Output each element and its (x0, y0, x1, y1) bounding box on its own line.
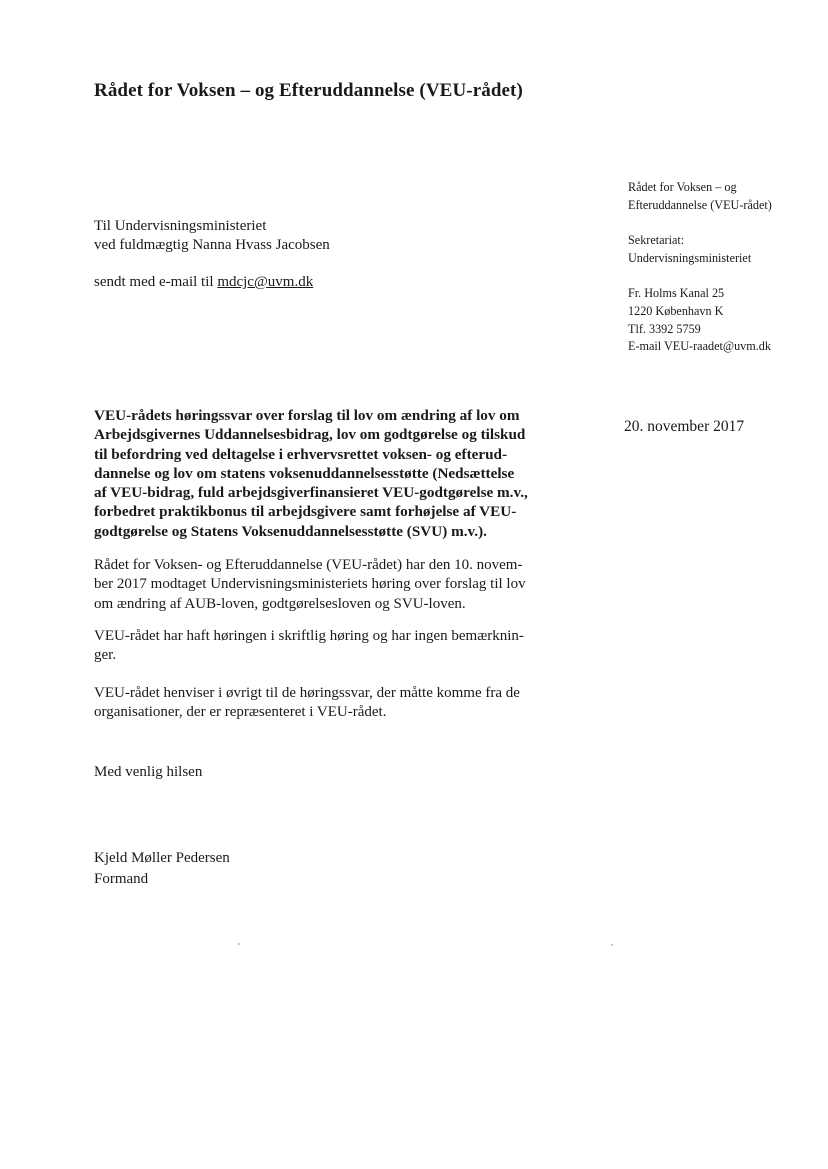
scan-speck (611, 944, 613, 946)
closing-greeting: Med venlig hilsen (94, 764, 203, 780)
sender-info-column (628, 179, 818, 374)
secretariat-block (628, 232, 818, 267)
subject-line: af VEU-bidrag, fuld arbejdsgiverfinansieret VEU-godtgørelse m.v., (94, 484, 528, 502)
body-paragraph-3 (94, 684, 570, 723)
paragraph-line: ber 2017 modtaget Undervisningsministeriets høring over forslag til lov (94, 576, 526, 593)
subject-line: forbedret praktikbonus til arbejdsgivere samt forhøjelse af VEU- (94, 503, 517, 521)
secretariat-line: Undervisningsministeriet (628, 250, 752, 265)
sender-org-line: Efteruddannelse (VEU-rådet) (628, 197, 772, 212)
subject-line: VEU-rådets høringssvar over forslag til lov om ændring af lov om (94, 407, 520, 424)
signature-block (94, 848, 230, 890)
secretariat-line: Sekretariat: (628, 233, 685, 248)
paragraph-line: VEU-rådet har haft høringen i skriftlig høring og har ingen bemærknin- (94, 628, 524, 644)
recipient-line: Til Undervisningsministeriet (94, 218, 267, 234)
address-line: Fr. Holms Kanal 25 (628, 286, 725, 301)
subject-line: godtgørelse og Statens Voksenuddannelsesstøtte (SVU) m.v.). (94, 522, 487, 540)
sender-org-line: Rådet for Voksen – og (628, 180, 737, 194)
subject-line: til befordring ved deltagelse i erhvervsrettet voksen- og efterud- (94, 445, 508, 463)
email-line: E-mail VEU-raadet@uvm.dk (628, 339, 771, 354)
signer-title: Formand (94, 871, 149, 887)
subject-heading (94, 406, 564, 541)
paragraph-line: Rådet for Voksen- og Efteruddannelse (VEU-rådet) har den 10. novem- (94, 557, 523, 573)
body-paragraph-2 (94, 627, 570, 666)
subject-line: Arbejdsgivernes Uddannelsesbidrag, lov om godtgørelse og tilskud (94, 426, 526, 444)
address-block (628, 285, 818, 355)
paragraph-line: VEU-rådet henviser i øvrigt til de høringssvar, der måtte komme fra de (94, 685, 520, 701)
body-paragraph-1 (94, 556, 570, 614)
scan-speck (238, 943, 240, 945)
document-title: Rådet for Voksen – og Efteruddannelse (VEU-rådet) (94, 80, 523, 101)
subject-line: dannelse og lov om statens voksenuddannelsesstøtte (Nedsættelse (94, 464, 515, 482)
sender-org-block (628, 179, 818, 214)
phone-line: Tlf. 3392 5759 (628, 321, 701, 336)
address-line: 1220 København K (628, 303, 724, 318)
recipient-block (94, 217, 330, 255)
paragraph-line: organisationer, der er repræsenteret i VEU-rådet. (94, 704, 387, 721)
paragraph-line: om ændring af AUB-loven, godtgørelsesloven og SVU-loven. (94, 595, 466, 612)
recipient-line: ved fuldmægtig Nanna Hvass Jacobsen (94, 237, 330, 253)
letter-date: 20. november 2017 (624, 418, 745, 435)
sent-prefix: sendt med e-mail til (94, 274, 218, 290)
recipient-email-link[interactable]: mdcjc@uvm.dk (217, 274, 314, 290)
signer-name: Kjeld Møller Pedersen (94, 850, 230, 866)
paragraph-line: ger. (94, 647, 117, 664)
sent-via-line (94, 274, 313, 291)
